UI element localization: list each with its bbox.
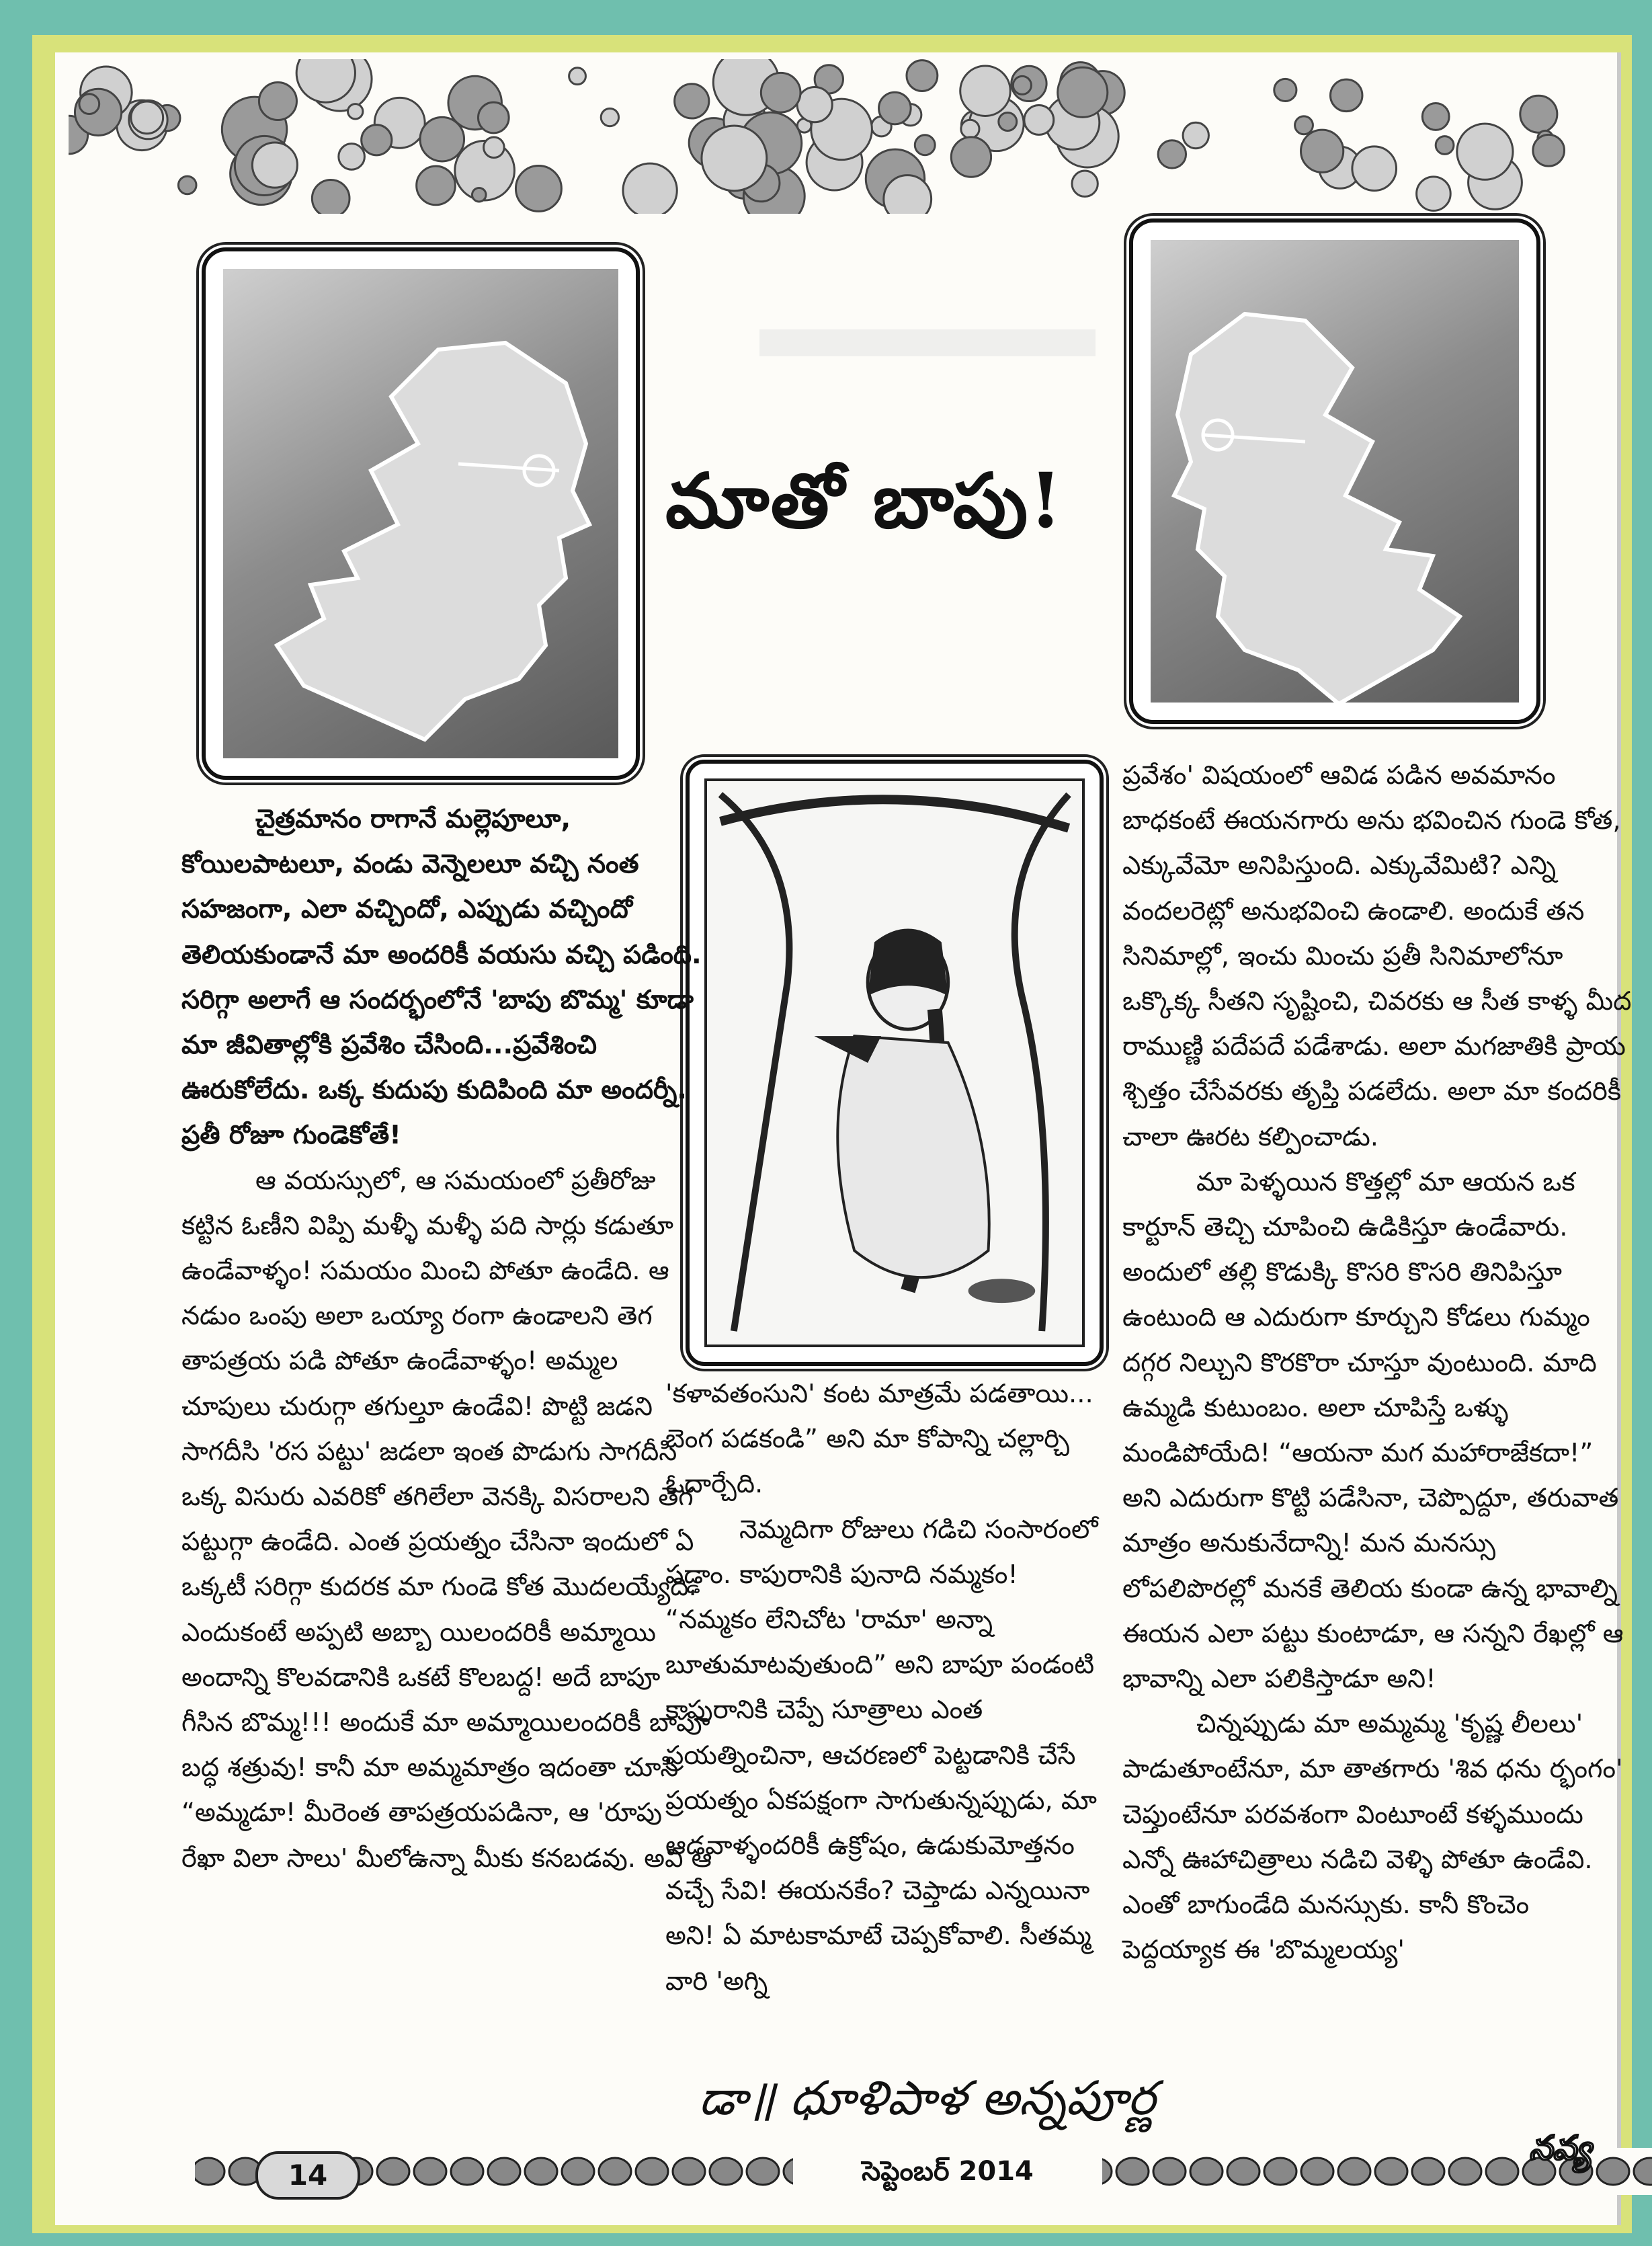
decorative-dot [884, 175, 932, 214]
decorative-dot [1013, 76, 1031, 94]
decorative-dot [362, 125, 392, 155]
article-headline: మాతో బాపు! [665, 457, 1064, 545]
decorative-dot [312, 179, 349, 214]
decorative-dot [879, 92, 911, 124]
decorative-footer-motif [525, 2158, 557, 2185]
decorative-footer-motif [710, 2158, 742, 2185]
decorative-dot [1422, 104, 1449, 130]
page-number: 14 [255, 2151, 360, 2200]
decorative-dot [515, 165, 561, 211]
decorative-dot [478, 102, 509, 133]
decorative-footer-motif [1227, 2158, 1259, 2185]
decorative-dot [1158, 141, 1186, 168]
decorative-dot [960, 66, 1011, 116]
portrait-image-left [223, 269, 618, 758]
article-paragraph: మా పెళ్ళయిన కొత్తల్లో మా ఆయన ఒక కార్టూన్ తెచ్చి చూపించి ఉడికిస్తూ ఉండేవారు. అందులో తల్లి కొడుక్కి కొసరి కొసరి తినిపిస్తూ ఉంటుంది ఆ ఎదురుగా కూర్చుని కోడలు గుమ్మం దగ్గర నిల్చుని కొరకొరా చూస్తూ వుంటుంది. మాది ఉమ్మడి కుటుంబం. అలా చూపిస్తే ఒళ్ళు మండిపోయేది! “ఆయనా మగ మహారాజేకదా!” అని ఎదురుగా కొట్టి పడేసినా, చెప్పొద్దూ, తరువాత మాత్రం అనుకునేదాన్ని! మన మనస్సు లోపలిపొరల్లో మనకే తెలియ కుండా ఉన్న భావాల్ని ఈయన ఎలా పట్టు కుంటాడూ, ఆ సన్నని రేఖల్లో ఆ భావాన్ని ఎలా పలికిస్తాడూ అని! [1122, 1166, 1624, 1695]
decorative-footer-motif [562, 2158, 594, 2185]
article-column-left [181, 797, 712, 1881]
magazine-logo: నవ్య [1529, 2128, 1592, 2167]
article-paragraph: ప్రవేశం' విషయంలో ఆవిడ పడిన అవమానం బాధకంటే ఈయనగారు అను భవించిన గుండె కోత, ఎక్కువేమో అనిపిస్తుంది. ఎక్కువేమిటి? ఎన్ని వందలరెట్లో అనుభవించి ఉండాలి. అందుకే తన సినిమాల్లో, ఇంచు మించు ప్రతీ సినిమాలోనూ ఒక్కొక్క సీతని సృష్టించి, చివరకు ఆ సీత కాళ్ళ మీద రాముణ్ణి పదేపదే పడేశాడు. అలా మగజాతికి ప్రాయ శ్చిత్తం చేసేవరకు తృప్తి పడలేదు. అలా మా కందరికీ చాలా ఊరట కల్పించాడు. [1122, 760, 1632, 1152]
decorative-footer-motif [414, 2158, 446, 2185]
article-column-middle [665, 1371, 1109, 2004]
decorative-footer-motif [1338, 2158, 1370, 2185]
decorative-dot [907, 61, 938, 91]
decorative-dot [131, 102, 163, 134]
decorative-dot [417, 166, 456, 205]
decorative-dot [1058, 67, 1108, 117]
author-signature: డా॥ ధూళిపాళ అన్నపూర్ణ [699, 2071, 1156, 2126]
decorative-dot [1533, 134, 1565, 166]
decorative-dot [1301, 130, 1344, 172]
decorative-footer-motif [1375, 2158, 1407, 2185]
decorative-dot [1295, 116, 1313, 134]
decorative-dot [339, 144, 365, 170]
decorative-dot [951, 137, 991, 177]
article-column-right [1122, 753, 1633, 1972]
bapu-illustration [686, 760, 1104, 1366]
decorative-dot [259, 83, 296, 120]
decorative-footer-motif [1116, 2158, 1149, 2185]
decorative-footer-motif [451, 2158, 483, 2185]
decorative-dot [623, 163, 677, 214]
decorative-dot [1330, 79, 1362, 112]
decorative-dot [999, 113, 1017, 131]
decorative-dot [1024, 105, 1054, 134]
bapu-illustration-image [704, 778, 1085, 1347]
portrait-photo-right [1129, 218, 1540, 724]
decorative-footer-motif [1412, 2158, 1444, 2185]
article-paragraph: ఆ వయస్సులో, ఆ సమయంలో ప్రతీరోజు కట్టిన ఓణీని విప్పి మళ్ళీ మళ్ళీ పది సార్లు కడుతూ ఉండేవాళ్ళం! సమయం మించి పోతూ ఉండేది. ఆ నడుం ఒంపు అలా ఒయ్యా రంగా ఉండాలని తెగ తాపత్రయ పడి పోతూ ఉండేవాళ్ళం! అమ్మల చూపులు చురుగ్గా తగుల్తూ ఉండేవి! పొట్టి జడని సాగదీసి 'రస పట్టు' జడలా ఇంత పొడుగు సాగదీసి ఒక్క విసురు ఎవరికో తగిలేలా వెనక్కి విసరాలని తెగ పట్టుగ్గా ఉండేది. ఎంత ప్రయత్నం చేసినా ఇందులో ఏ ఒక్కటీ సరిగ్గా కుదరక మా గుండె కోత మొదలయ్యేది. ఎందుకంటే అప్పటి అబ్బా యిలందరికీ అమ్మాయి అందాన్ని కొలవడానికి ఒకటే కొలబద్ద! అదే బాపూ గీసిన బొమ్మ!!! అందుకే మా అమ్మాయిలందరికీ బాపూ బద్ధ శత్రువు! కానీ మా అమ్మమాత్రం ఇదంతా చూసి “అమ్మడూ! మీరెంత తాపత్రయపడినా, ఆ 'రూపు రేఖా విలా సాలు' మీలోఉన్నా మీకు కనబడవు. అవి ఆ [181, 1165, 712, 1874]
decorative-dot [702, 126, 767, 191]
decorative-footer-motif [1486, 2158, 1518, 2185]
decorative-dot [178, 176, 196, 194]
decorative-footer-motif [488, 2158, 520, 2185]
decorative-dot [1352, 147, 1397, 191]
decorative-dot [1417, 177, 1451, 211]
portrait-image-right [1151, 240, 1519, 703]
article-paragraph: చైత్రమానం రాగానే మల్లెపూలూ, కోయిలపాటలూ, వండు వెన్నెలలూ వచ్చి నంత సహజంగా, ఎలా వచ్చిందో, ఎప్పుడు వచ్చిందో తెలియకుండానే మా అందరికీ వయసు వచ్చి పడింది. సరిగ్గా అలాగే ఆ సందర్భంలోనే 'బాపు బొమ్మ' కూడా మా జీవితాల్లోకి ప్రవేశిం చేసింది...ప్రవేశించి ఊరుకోలేదు. ఒక్క కుదుపు కుదిపింది మా అందర్నీ. ప్రతీ రోజూ గుండెకోతే! [181, 804, 702, 1151]
bleed-through-text [759, 329, 1096, 356]
article-paragraph: నెమ్మదిగా రోజులు గడిచి సంసారంలో పడ్డాం. కాపురానికి పునాది నమ్మకం! “నమ్మకం లేనిచోట 'రామా' అన్నా బూతుమాటవుతుంది” అని బాపూ పండంటి కాపురానికి చెప్పే సూత్రాలు ఎంత ప్రయత్నించినా, ఆచరణలో పెట్టడానికి చేసే ప్రయత్నం ఏకపక్షంగా సాగుతున్నప్పుడు, మా ఆడవాళ్ళందరికీ ఉక్రోషం, ఉడుకుమోత్తనం వచ్చే సేవి! ఈయనకేం? చెప్తాడు ఎన్నయినా అని! ఏ మాటకామాటే చెప్పకోవాలి. సీతమ్మ వారి 'అగ్ని [665, 1514, 1098, 1997]
decorative-dot [761, 73, 800, 112]
decorative-dot [1457, 124, 1513, 179]
decorative-dot [1436, 136, 1454, 155]
decorative-dot [1183, 122, 1208, 148]
decorative-footer-motif [1301, 2158, 1333, 2185]
decorative-dot [79, 94, 99, 114]
decorative-footer-motif [747, 2158, 779, 2185]
decorative-dots-header [69, 59, 1608, 214]
issue-date: సెప్టెంబర్ 2014 [793, 2144, 1102, 2198]
decorative-footer-motif [1190, 2158, 1223, 2185]
decorative-footer-motif [1153, 2158, 1186, 2185]
decorative-dot [675, 84, 709, 118]
decorative-footer-motif [377, 2158, 409, 2185]
decorative-footer-motif [1264, 2158, 1296, 2185]
portrait-photo-left [202, 247, 640, 780]
decorative-dot [348, 104, 363, 119]
decorative-dot [961, 120, 979, 138]
decorative-dot [472, 188, 487, 202]
decorative-dot [915, 135, 935, 155]
decorative-footer-motif [1449, 2158, 1481, 2185]
decorative-footer-motif [599, 2158, 631, 2185]
decorative-footer-motif [195, 2158, 224, 2185]
decorative-dot [569, 68, 586, 85]
decorative-dot [252, 143, 297, 188]
decorative-dot [797, 87, 832, 122]
article-paragraph: చిన్నప్పుడు మా అమ్మమ్మ 'కృష్ణ లీలలు' పాడుతూంటేనూ, మా తాతగారు 'శివ ధను ర్భంగం' చెప్తుంటేనూ పరవశంగా వింటూంటే కళ్ళముందు ఎన్నో ఊహాచిత్రాలు నడిచి వెళ్ళి పోతూ ఉండేవి. ఎంతో బాగుండేది మనస్సుకు. కానీ కొంచెం పెద్దయ్యాక ఈ 'బొమ్మలయ్య' [1122, 1709, 1623, 1966]
article-paragraph: 'కళావతంసుని' కంట మాత్రమే పడతాయి... బెంగ పడకండి” అని మా కోపాన్ని చల్లార్చి ఓదార్చేది. [665, 1379, 1093, 1500]
decorative-dot [1274, 79, 1296, 101]
decorative-dot [1072, 171, 1098, 196]
decorative-dot [1520, 95, 1557, 132]
decorative-dot [601, 108, 618, 126]
decorative-footer-motif [673, 2158, 705, 2185]
decorative-dot [484, 137, 505, 158]
decorative-footer-motif [636, 2158, 668, 2185]
decorative-dot [420, 117, 464, 161]
